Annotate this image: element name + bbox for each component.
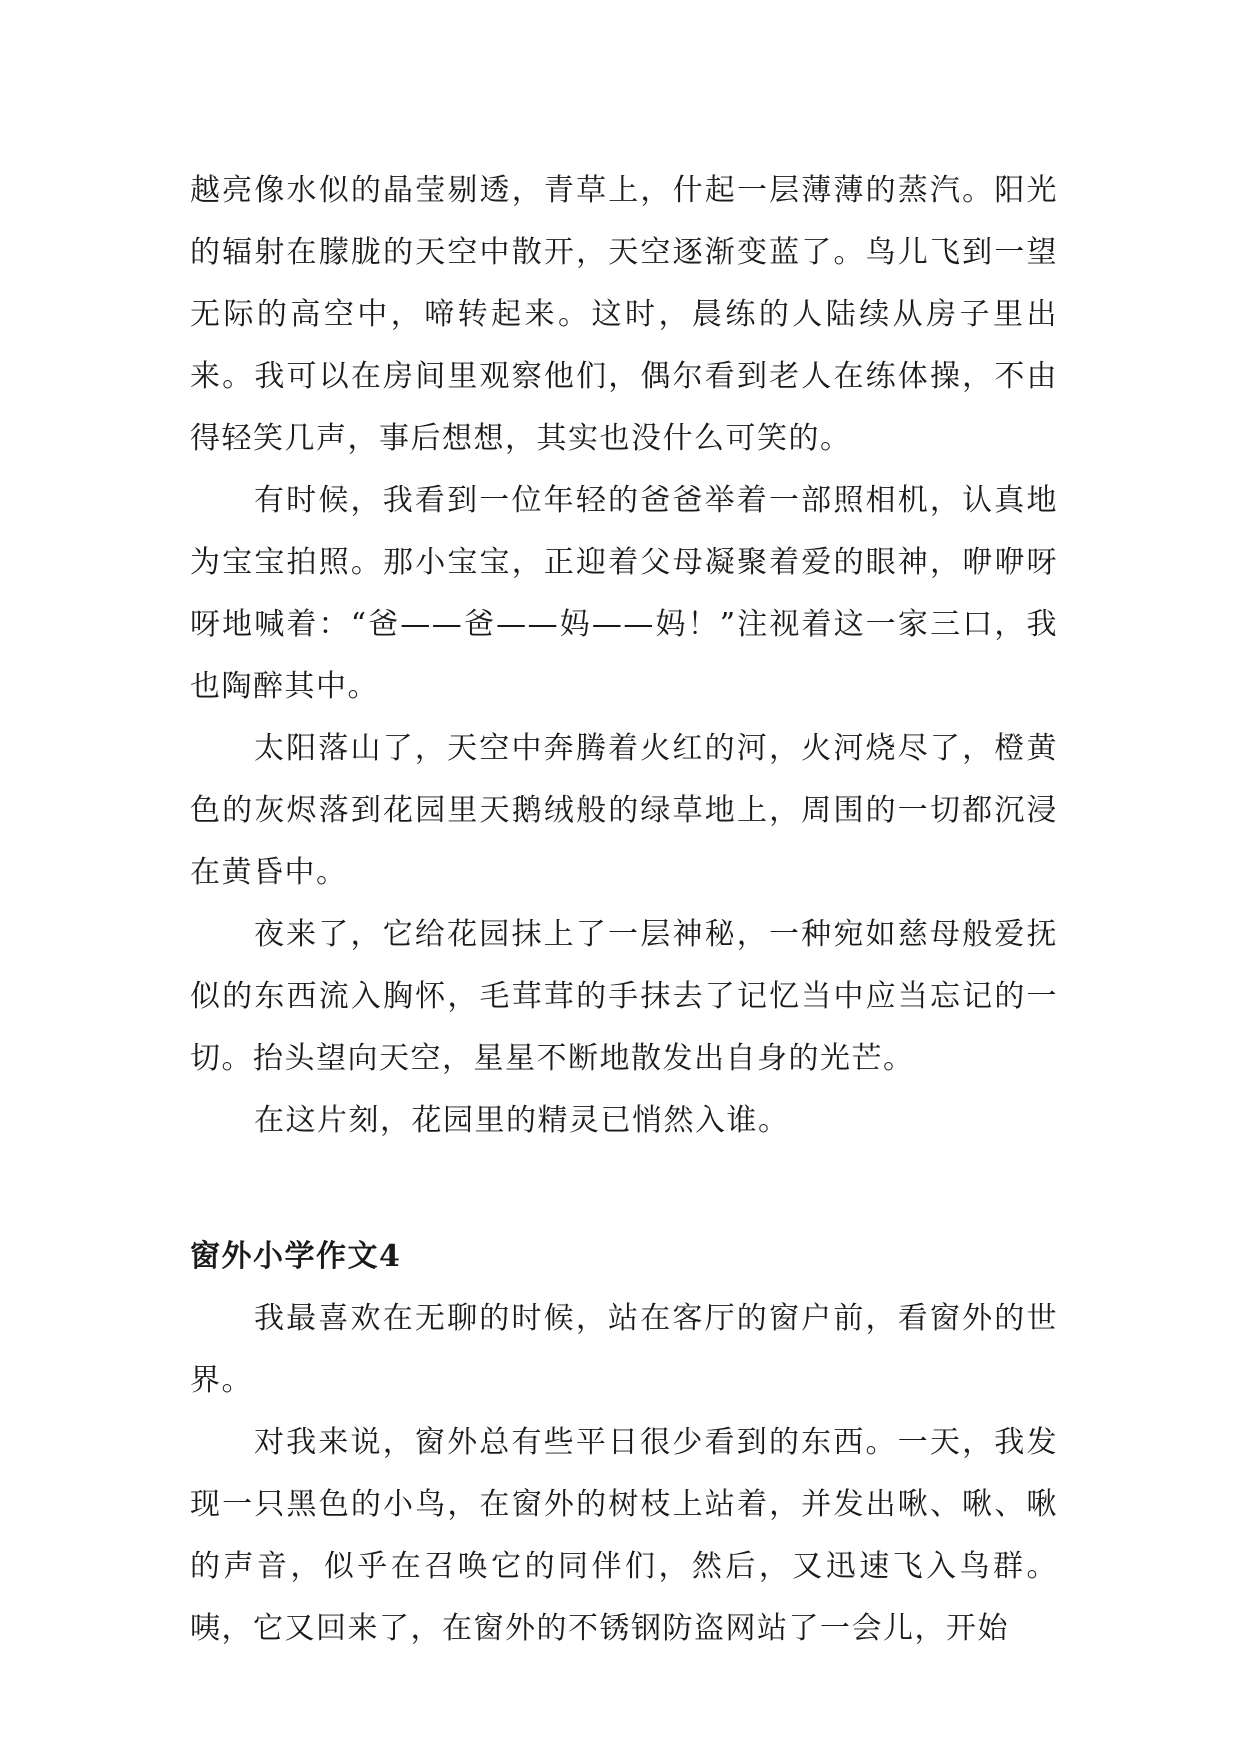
- paragraph-closing: 在这片刻，花园里的精灵已悄然入谁。: [254, 1103, 790, 1138]
- paragraph-intro: 我最喜欢在无聊的时候，站在客厅的窗户前，看窗外的世界。: [190, 1301, 1058, 1398]
- paragraph-sunset: 太阳落山了，天空中奔腾着火红的河，火河烧尽了，橙黄色的灰烬落到花园里天鹅绒般的绿草地上，周围的一切都沉浸在黄昏中。: [190, 731, 1058, 890]
- paragraph-morning: 越亮像水似的晶莹剔透，青草上，什起一层薄薄的蒸汽。阳光的辐射在朦胧的天空中散开，天空逐渐变蓝了。鸟儿飞到一望无际的高空中，啼转起来。这时，晨练的人陆续从房子里出来。我可以在房间里观察他们，偶尔看到老人在练体操，不由得轻笑几声，事后想想，其实也没什么可笑的。: [190, 173, 1058, 456]
- paragraph-bird: 对我来说，窗外总有些平日很少看到的东西。一天，我发现一只黑色的小鸟，在窗外的树枝上站着，并发出啾、啾、啾的声音，似乎在召唤它的同伴们，然后，又迅速飞入鸟群。咦，它又回来了，在窗外的不锈钢防盗网站了一会儿，开始: [190, 1425, 1058, 1646]
- paragraph-family-photo: 有时候，我看到一位年轻的爸爸举着一部照相机，认真地为宝宝拍照。那小宝宝，正迎着父母凝聚着爱的眼神，咿咿呀呀地喊着：“爸——爸——妈——妈！”注视着这一家三口，我也陶醉其中。: [190, 483, 1058, 704]
- document-page: [190, 160, 1058, 1660]
- paragraph-night: 夜来了，它给花园抹上了一层神秘，一种宛如慈母般爱抚似的东西流入胸怀，毛茸茸的手抹去了记忆当中应当忘记的一切。抬头望向天空，星星不断地散发出自身的光芒。: [190, 917, 1058, 1076]
- section-heading: 窗外小学作文4: [190, 1239, 402, 1274]
